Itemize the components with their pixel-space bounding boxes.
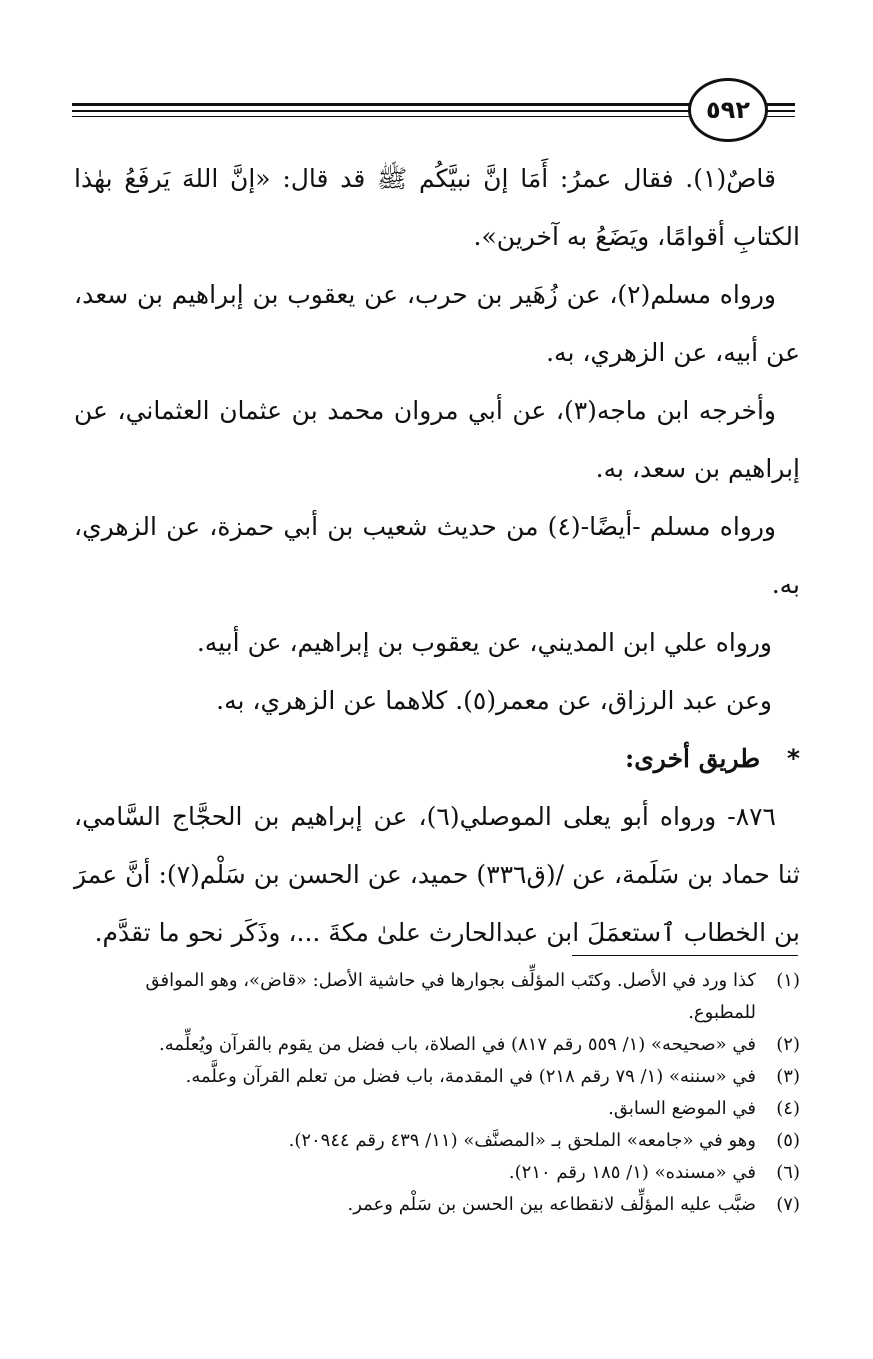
paragraph: وعن عبد الرزاق، عن معمر(٥). كلاهما عن الزهري، به. bbox=[216, 686, 772, 715]
page-number: ٥٩٢ bbox=[688, 78, 768, 142]
footnote-text: في «مسنده» (١/ ١٨٥ رقم ٢١٠). bbox=[508, 1162, 756, 1183]
header-rule bbox=[72, 110, 795, 112]
footnote bbox=[74, 1093, 800, 1125]
hadith-paragraph bbox=[74, 788, 800, 962]
footnote bbox=[74, 1029, 800, 1061]
footnote-number: (٧) bbox=[776, 1194, 800, 1215]
asterisk-icon: * bbox=[786, 744, 800, 773]
footnote-number: (٦) bbox=[776, 1162, 800, 1183]
footnote-separator bbox=[572, 955, 798, 956]
footnotes bbox=[74, 965, 800, 1221]
header-rule bbox=[72, 103, 795, 106]
footnote bbox=[74, 965, 800, 1029]
footnote-text: في الموضع السابق. bbox=[608, 1098, 756, 1119]
paragraph: ورواه علي ابن المديني، عن يعقوب بن إبراهيم، عن أبيه. bbox=[196, 628, 772, 657]
footnote bbox=[74, 1157, 800, 1189]
footnote bbox=[74, 1125, 800, 1157]
paragraph: ورواه مسلم(٢)، عن زُهَير بن حرب، عن يعقوب بن إبراهيم بن سعد، عن أبيه، عن الزهري، به. bbox=[74, 280, 800, 367]
footnote-number: (١) bbox=[776, 970, 800, 991]
footnote bbox=[74, 1061, 800, 1093]
paragraph: قاصٌ(١). فقال عمرُ: أَمَا إنَّ نبيَّكُم ﷺ قد قال: «إنَّ اللهَ يَرفَعُ بهٰذا الكتابِ أقوامًا، ويَضَعُ به آخرين». bbox=[74, 164, 800, 251]
hadith-text: ورواه أبو يعلى الموصلي(٦)، عن إبراهيم بن الحجَّاج السَّامي، ثنا حماد بن سَلَمة، عن /(ق٣٣٦) حميد، عن الحسن بن سَلْم(٧): أنَّ عمرَ بن الخطاب ٱستعمَلَ ابن عبدالحارث علىٰ مكةَ ...، وذَكَر نحو ما تقدَّم. bbox=[74, 802, 800, 947]
footnote-number: (٥) bbox=[776, 1130, 800, 1151]
footnote-text: كذا ورد في الأصل. وكتَب المؤلِّف بجوارها في حاشية الأصل: «قاض»، وهو الموافق للمطبوع. bbox=[145, 970, 756, 1023]
section-heading bbox=[74, 730, 800, 788]
footnote-text: وهو في «جامعه» الملحق بـ «المصنَّف» (١١/ ٤٣٩ رقم ٢٠٩٤٤). bbox=[288, 1130, 756, 1151]
header-rule bbox=[72, 116, 795, 117]
footnote-text: في «سننه» (١/ ٧٩ رقم ٢١٨) في المقدمة، باب فضل من تعلم القرآن وعلَّمه. bbox=[185, 1066, 756, 1087]
paragraph: وأخرجه ابن ماجه(٣)، عن أبي مروان محمد بن عثمان العثماني، عن إبراهيم بن سعد، به. bbox=[74, 396, 800, 483]
footnote-number: (٣) bbox=[776, 1066, 800, 1087]
section-title: طريق أخرى: bbox=[625, 744, 761, 773]
footnote-number: (٢) bbox=[776, 1034, 800, 1055]
hadith-number: ٨٧٦- bbox=[727, 802, 776, 831]
main-text bbox=[74, 150, 800, 962]
footnote-number: (٤) bbox=[776, 1098, 800, 1119]
footnote-text: في «صحيحه» (١/ ٥٥٩ رقم ٨١٧) في الصلاة، باب فضل من يقوم بالقرآن ويُعلِّمه. bbox=[159, 1034, 756, 1055]
footnote bbox=[74, 1189, 800, 1221]
paragraph: ورواه مسلم -أيضًا-(٤) من حديث شعيب بن أبي حمزة، عن الزهري، به. bbox=[74, 512, 800, 599]
footnote-text: ضبَّب عليه المؤلِّف لانقطاعه بين الحسن بن سَلْم وعمر. bbox=[347, 1194, 756, 1215]
